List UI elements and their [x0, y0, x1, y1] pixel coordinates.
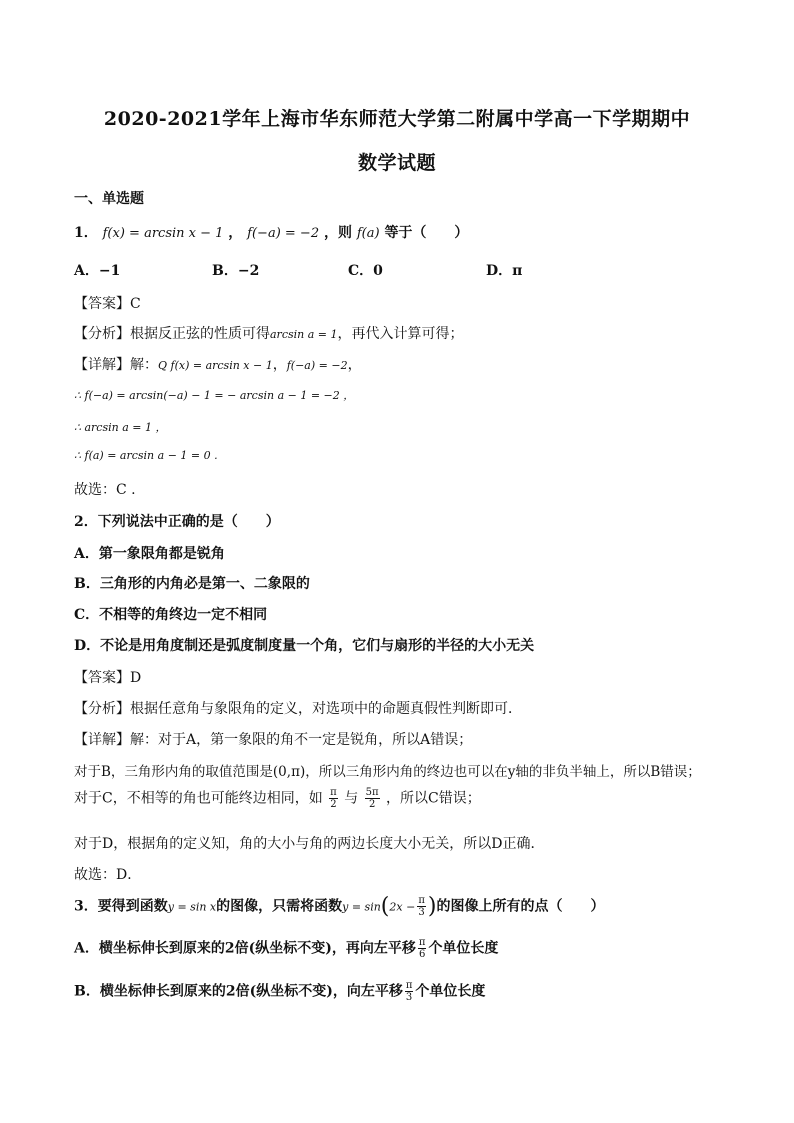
- q1-detail-formula1: Q f(x) = arcsin x − 1: [158, 359, 273, 372]
- q1-option-b: B．−2: [212, 263, 260, 279]
- q1-detail-label: 【详解】解：: [74, 357, 158, 373]
- q1-option-a: A．−1: [74, 263, 121, 279]
- q3-option-b: [74, 980, 754, 1003]
- q3-stem: 3．要得到函数y = sin x的图像，只需将函数y = sin(2x − $\frac{\pi}{3}$ )的图像上所有的点（ ）: [74, 894, 605, 919]
- q2-fraction-5pi-over-2: $\frac{5\pi}{2}$: [365, 787, 379, 810]
- q3-option-a-text: A．横坐标伸长到原来的2倍(纵坐标不变)，再向左平移: [74, 940, 416, 957]
- q2-option-c: C．不相等的角终边一定不相同: [74, 607, 268, 623]
- q3-stem-text2: 的图像，只需将函数: [216, 898, 343, 915]
- q1-analysis-text: 【分析】根据反正弦的性质可得: [74, 326, 270, 342]
- q1-equals: 等于（ ）: [384, 225, 469, 241]
- q2-detail-d: 对于D，根据角的定义知，角的大小与角的两边长度大小无关，所以D正确．: [74, 836, 545, 852]
- q2-detail-c: [74, 787, 754, 810]
- q1-detail: 【详解】解：Q f(x) = arcsin x − 1，f(−a) = −2，: [74, 357, 362, 373]
- q1-formula-target: f(a): [356, 226, 380, 241]
- document-title-line1: 2020-2021学年上海市华东师范大学第二附属中学高一下学期期中: [103, 108, 691, 130]
- q3-fraction-pi-over-3: $\frac{\pi}{3}$: [418, 895, 425, 918]
- q1-option-c: C．0: [348, 263, 383, 279]
- q1-step3: ∴ f(a) = arcsin a − 1 = 0 .: [74, 449, 218, 462]
- q3-option-b-fraction: $\frac{\pi}{3}$: [405, 980, 413, 1003]
- q1-analysis-formula: arcsin a = 1: [270, 328, 338, 341]
- q2-detail-c-end: ，所以C错误；: [386, 790, 481, 807]
- q3-formula-sinx: y = sin x: [167, 900, 217, 914]
- q3-option-a: [74, 937, 754, 960]
- q2-option-a: A．第一象限角都是锐角: [74, 546, 225, 562]
- q1-answer: 【答案】C: [74, 296, 141, 312]
- q2-fraction-pi-over-2: $\frac{\pi}{2}$: [330, 787, 337, 810]
- q1-step2: ∴ arcsin a = 1 ，: [74, 421, 167, 434]
- q2-option-d: D．不论是用角度制还是弧度制度量一个角，它们与扇形的半径的大小无关: [74, 638, 535, 654]
- q3-stem-text3: 的图像上所有的点（ ）: [436, 898, 605, 915]
- q3-option-a-end: 个单位长度: [428, 940, 499, 957]
- q3-option-a-fraction: $\frac{\pi}{6}$: [418, 937, 426, 960]
- q3-option-b-text: B．横坐标伸长到原来的2倍(纵坐标不变)，向左平移: [74, 983, 403, 1000]
- q1-option-d: D．π: [486, 263, 523, 279]
- q2-stem: 2．下列说法中正确的是（ ）: [74, 514, 280, 530]
- q1-stem: [74, 222, 754, 242]
- q2-choose: 故选：D．: [74, 867, 142, 883]
- q2-answer: 【答案】D: [74, 670, 142, 686]
- q2-detail: 【详解】解：对于A，第一象限的角不一定是锐角，所以A错误；: [74, 732, 473, 748]
- q1-step1: ∴ f(−a) = arcsin(−a) − 1 = − arcsin a − 1 = −2 ，: [74, 389, 355, 402]
- section-heading: 一、单选题: [74, 191, 144, 207]
- q1-number: 1．: [74, 225, 98, 241]
- q2-detail-c-text: 对于C，不相等的角也可能终边相同，如: [74, 790, 323, 807]
- q1-formula-condition: f(−a) = −2: [247, 226, 320, 241]
- q3-option-b-end: 个单位长度: [415, 983, 486, 1000]
- q1-analysis: [74, 323, 754, 343]
- q3-stem-text: 3．要得到函数: [74, 898, 168, 915]
- q2-detail-c-and: 与: [344, 790, 359, 807]
- q1-comma: ，: [228, 225, 243, 241]
- q3-formula-sin: y = sin: [342, 900, 381, 914]
- document-title-line2: 数学试题: [357, 152, 436, 174]
- q1-then: ，则: [323, 225, 352, 241]
- q2-option-b: B．三角形的内角必是第一、二象限的: [74, 576, 310, 592]
- q1-analysis-text-end: ，再代入计算可得；: [337, 326, 464, 342]
- q2-analysis: 【分析】根据任意角与象限角的定义，对选项中的命题真假性判断即可．: [74, 701, 522, 717]
- q2-detail-b: 对于B，三角形内角的取值范围是(0,π)，所以三角形内角的终边也可以在y轴的非负半轴上，所以B错误；: [74, 764, 701, 780]
- q1-formula-f: f(x) = arcsin x − 1: [102, 226, 224, 241]
- q1-choose: 故选：C .: [74, 482, 136, 498]
- q3-formula-arg: 2x −: [389, 900, 416, 914]
- q1-detail-formula2: f(−a) = −2: [286, 359, 348, 372]
